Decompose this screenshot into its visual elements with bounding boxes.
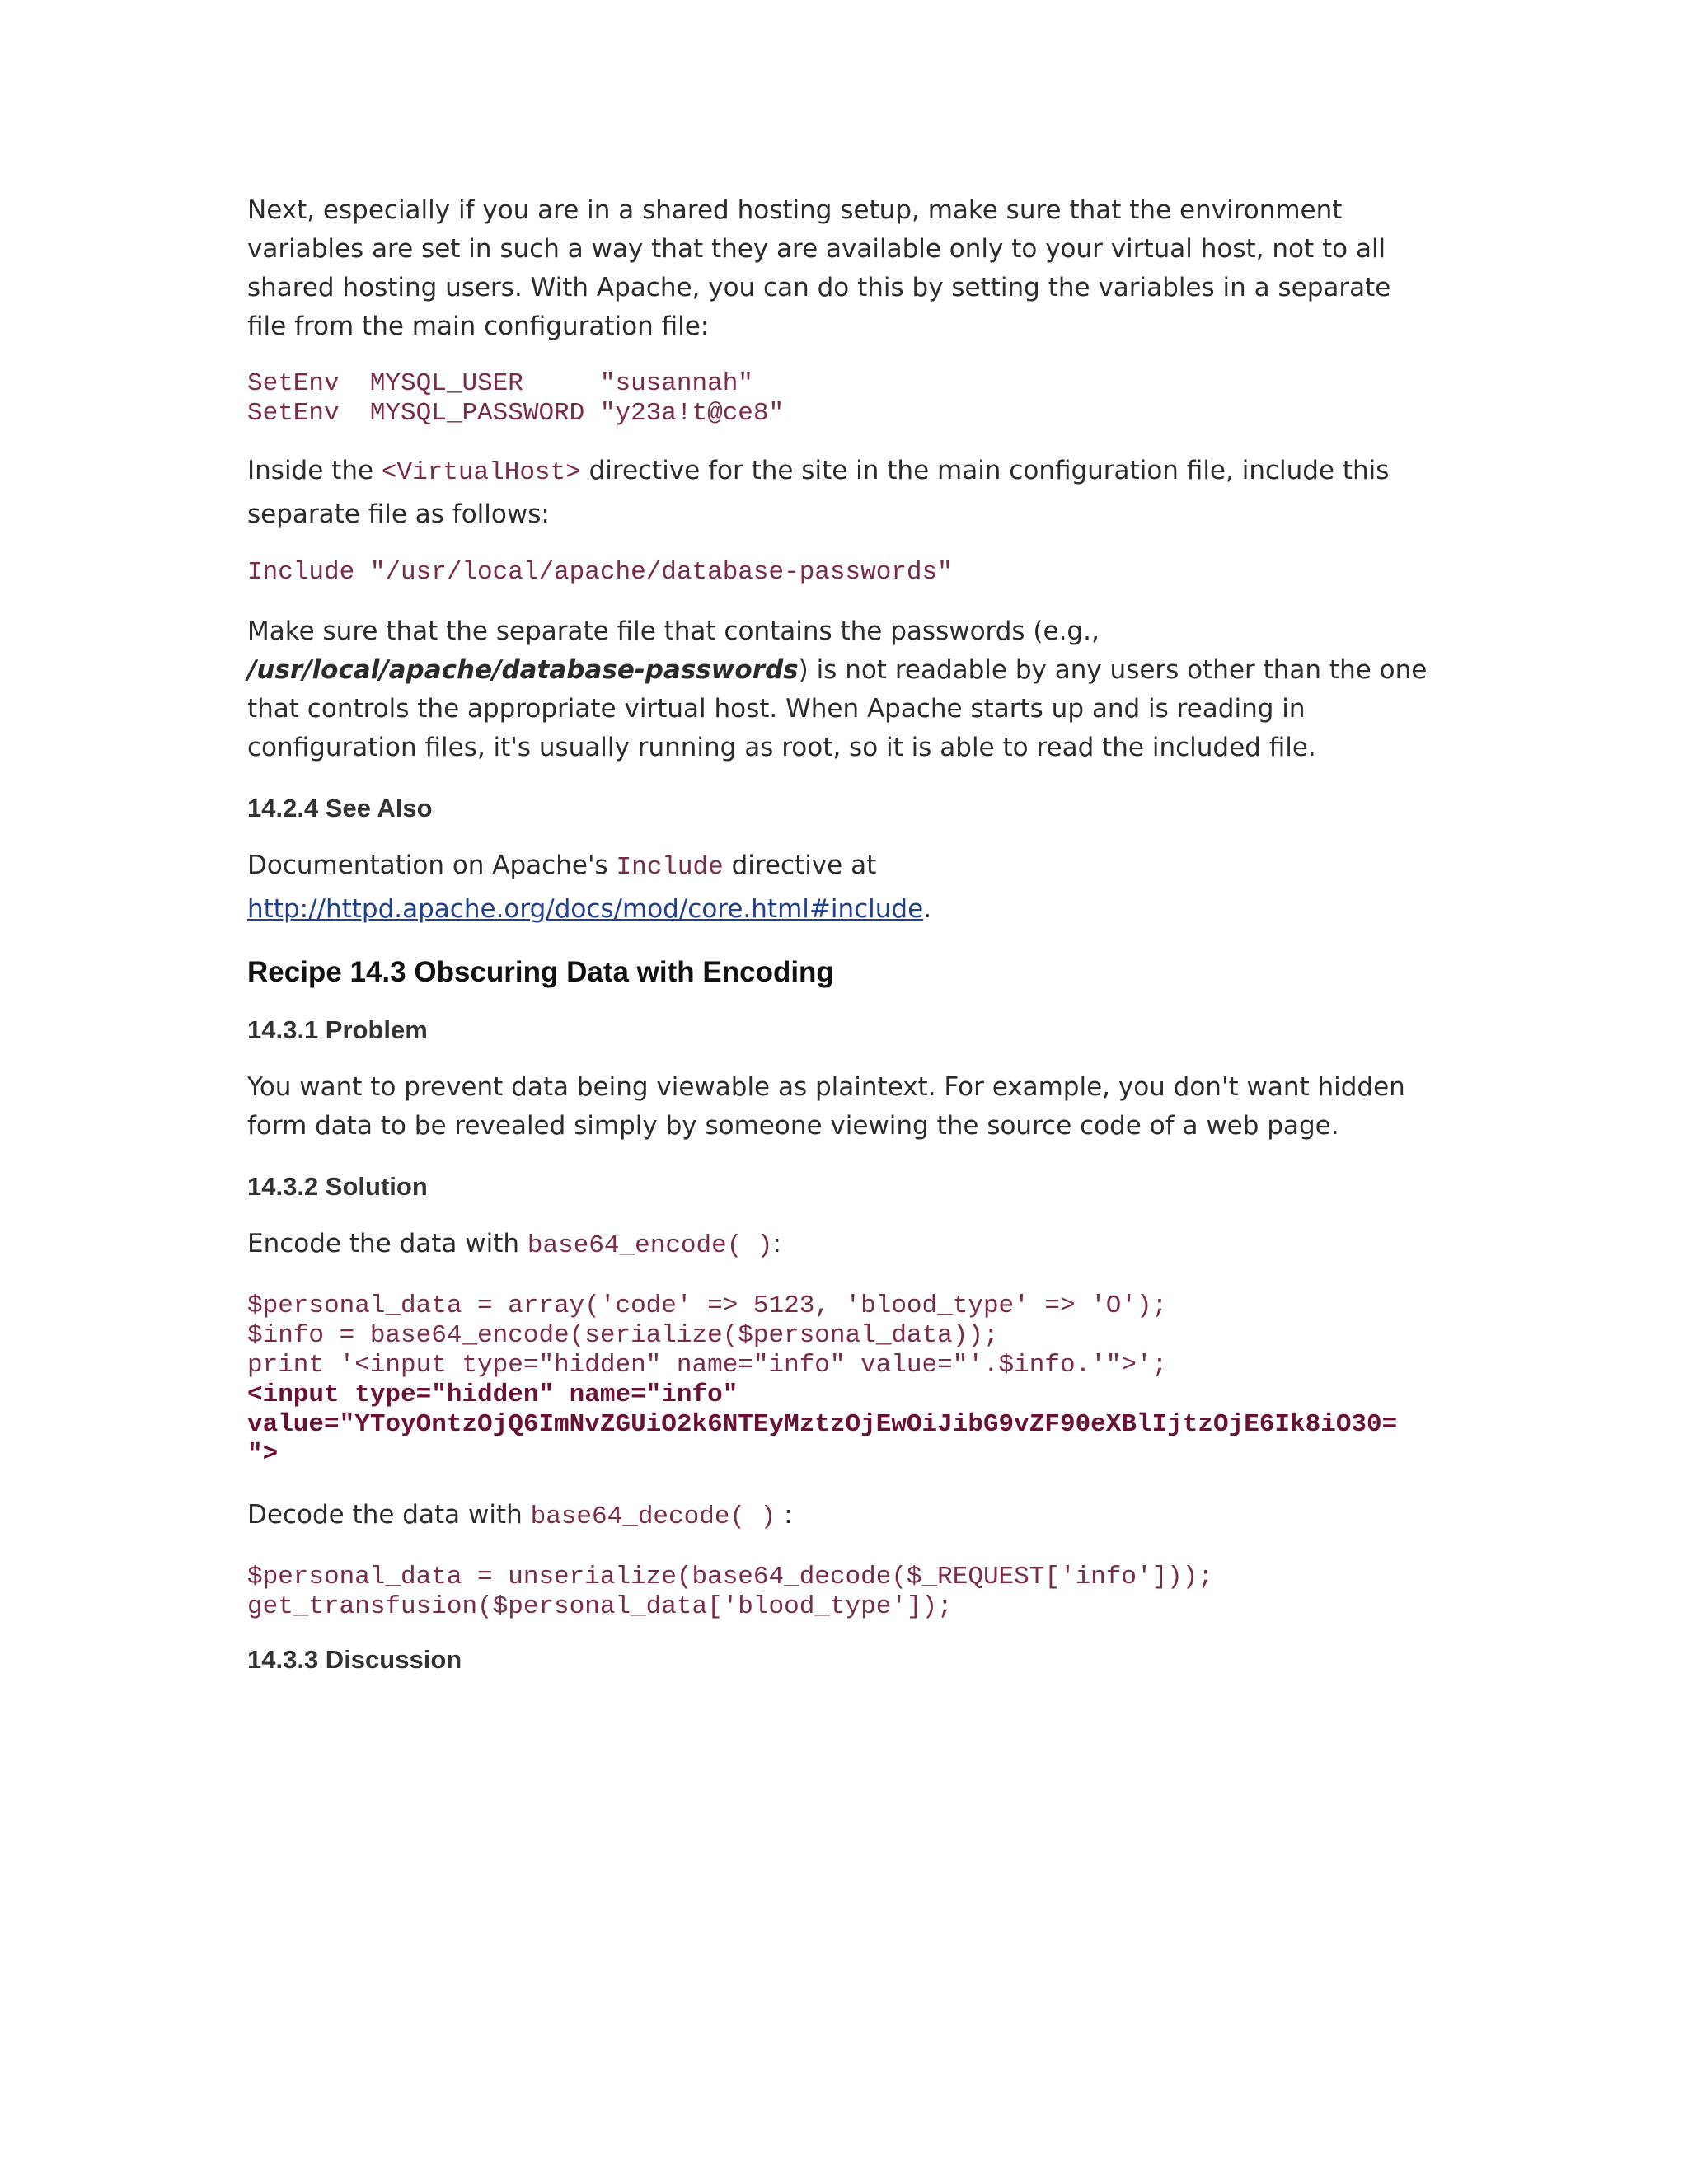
paragraph-env-vars: Next, especially if you are in a shared hosting setup, make sure that the environment variables are set in such a way that they are available only to your virtual host, not to all shared hosting users. With Apache, you can do this by setting the variables in a separate file from the main configuration file: [247,195,1391,341]
file-path: /usr/local/apache/database-passwords [247,655,799,685]
code-block-decode [247,1563,1442,1622]
inline-code-base64-decode: base64_decode( ) [530,1502,776,1531]
code-block-encode [247,1291,1442,1469]
code-block-setenv [247,369,1442,429]
code-line: SetEnv MYSQL_USER "susannah" [247,369,753,398]
paragraph-problem: You want to prevent data being viewable as plaintext. For example, you don't want hidden form data to be revealed simply by someone viewing the source code of a web page. [247,1072,1405,1141]
heading-solution: 14.3.2 Solution [247,1172,428,1201]
code-line: $info = base64_encode(serialize($personal_data)); [247,1321,999,1350]
code-line: $personal_data = unserialize(base64_decode($_REQUEST['info'])); [247,1563,1213,1591]
inline-code-include: Include [616,853,724,882]
paragraph-decode-intro: Decode the data with base64_decode( ) : [247,1500,793,1531]
document-page [247,191,1442,1676]
paragraph-virtualhost: Inside the <VirtualHost> directive for the site in the main configuration file, include this separate file as follows: [247,456,1390,529]
heading-discussion: 14.3.3 Discussion [247,1645,462,1674]
code-block-include: Include "/usr/local/apache/database-passwords" [247,558,953,587]
inline-code-base64-encode: base64_encode( ) [527,1231,773,1260]
apache-include-docs-link[interactable]: http://httpd.apache.org/docs/mod/core.html#include [247,894,924,924]
code-line: $personal_data = array('code' => 5123, 'blood_type' => 'O'); [247,1291,1168,1320]
paragraph-passwords-file: Make sure that the separate file that contains the passwords (e.g., /usr/local/apache/database-passwords) is not readable by any users other than the one that controls the appropriate virtual host. When Apache starts up and is reading in configuration files, it's usually running as root, so it is able to read the included file. [247,616,1428,762]
code-output-line: <input type="hidden" name="info" [247,1380,738,1409]
inline-code-virtualhost: <VirtualHost> [381,458,581,487]
code-line: print '<input type="hidden" name="info" value="'.$info.'">'; [247,1351,1168,1380]
heading-see-also: 14.2.4 See Also [247,794,433,823]
code-output-line: value="YToyOntzOjQ6ImNvZGUiO2k6NTEyMztzOjEwOiJibG9vZF90eXBlIjtzOjE6Ik8iO30= [247,1410,1398,1439]
heading-problem: 14.3.1 Problem [247,1015,428,1044]
code-line: get_transfusion($personal_data['blood_type']); [247,1592,953,1621]
paragraph-encode-intro: Encode the data with base64_encode( ): [247,1229,781,1260]
code-output-line: "> [247,1440,279,1469]
code-line: SetEnv MYSQL_PASSWORD "y23a!t@ce8" [247,399,785,428]
recipe-title: Recipe 14.3 Obscuring Data with Encoding [247,956,834,988]
paragraph-see-also: Documentation on Apache's Include directive at http://httpd.apache.org/docs/mod/core.html#include. [247,851,932,924]
